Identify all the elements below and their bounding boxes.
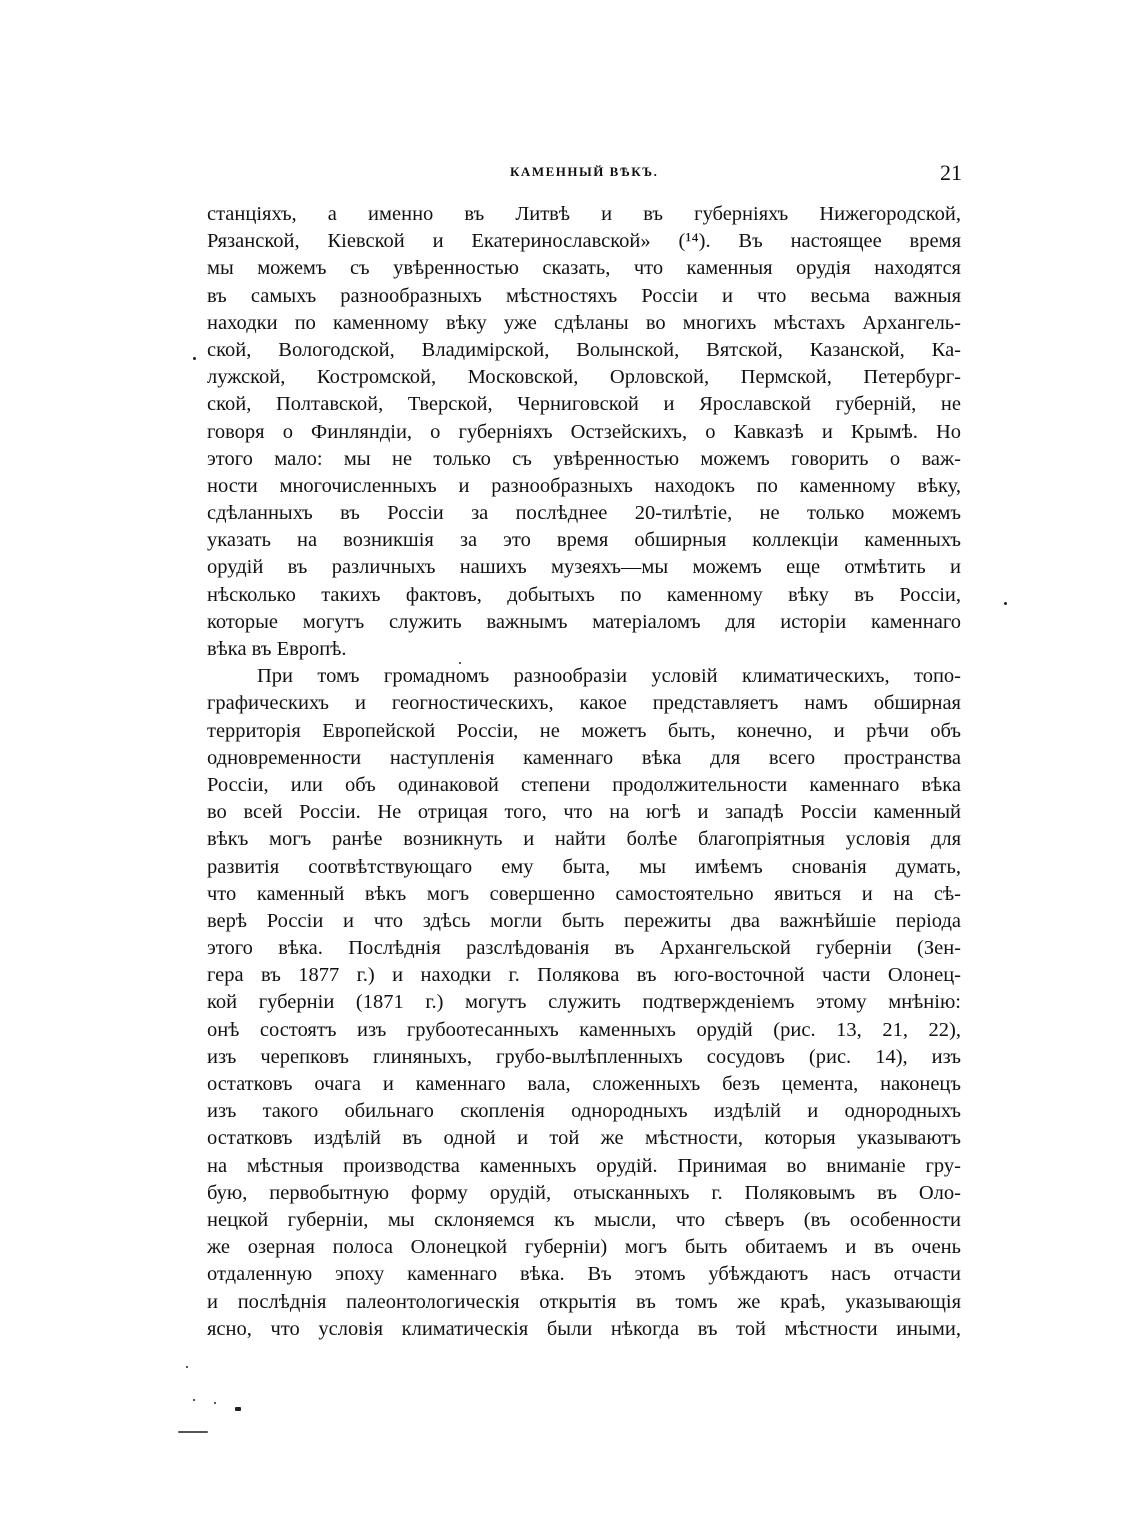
page-number: 21 xyxy=(940,160,962,185)
text-line: изъ черепковъ глиняныхъ, грубо-вылѣпленныхъ сосудовъ (рис. 14), изъ xyxy=(207,1045,961,1068)
scan-speck xyxy=(186,1366,188,1368)
text-line: ясно, что условія климатическія были нѣкогда въ той мѣстности иными, xyxy=(207,1317,961,1340)
text-line: сдѣланныхъ въ Россіи за послѣднее 20-тилѣтіе, не только можемъ xyxy=(207,502,961,525)
scan-speck xyxy=(214,1402,216,1404)
text-line: территорія Европейской Россіи, не можетъ быть, конечно, и рѣчи объ xyxy=(207,719,961,742)
text-line: одновременности наступленія каменнаго вѣка для всего пространства xyxy=(207,746,961,769)
text-line: мы можемъ съ увѣренностью сказать, что каменныя орудія находятся xyxy=(207,257,961,280)
text-line: верѣ Россіи и что здѣсь могли быть пережиты два важнѣйшіе періода xyxy=(207,909,961,932)
text-line: нѣсколько такихъ фактовъ, добытыхъ по каменному вѣку въ Россіи, xyxy=(207,583,961,606)
text-line: станціяхъ, а именно въ Литвѣ и въ губерніяхъ Нижегородской, xyxy=(207,203,961,225)
text-line: бую, первобытную форму орудій, отысканныхъ г. Поляковымъ въ Оло- xyxy=(207,1181,961,1204)
scan-speck xyxy=(178,1431,208,1433)
text-line: ности многочисленныхъ и разнообразныхъ находокъ по каменному вѣку, xyxy=(207,474,961,497)
text-line: во всей Россіи. Не отрицая того, что на югѣ и западѣ Россіи каменный xyxy=(207,801,961,824)
text-line: и послѣднія палеонтологическія открытія въ томъ же краѣ, указывающія xyxy=(207,1290,961,1313)
running-title: КАМЕННЫЙ ВѢКЪ. xyxy=(510,164,659,179)
text-line: изъ такого обильнаго скопленія однородныхъ издѣлій и однородныхъ xyxy=(207,1100,961,1123)
scan-speck xyxy=(459,662,461,664)
body-text xyxy=(207,201,961,1343)
text-line: этого мало: мы не только съ увѣренностью можемъ говорить о важ- xyxy=(207,447,961,470)
scan-speck xyxy=(1004,602,1007,605)
text-line: указать на возникшія за это время обширныя коллекціи каменныхъ xyxy=(207,529,961,552)
scan-speck xyxy=(193,357,196,360)
text-line: отдаленную эпоху каменнаго вѣка. Въ этомъ убѣждаютъ насъ отчасти xyxy=(207,1263,961,1286)
text-line: находки по каменному вѣку уже сдѣланы во многихъ мѣстахъ Архангель- xyxy=(207,311,961,334)
text-line: остатковъ издѣлій въ одной и той же мѣстности, которыя указываютъ xyxy=(207,1127,961,1150)
text-line: гера въ 1877 г.) и находки г. Полякова въ юго-восточной части Олонец- xyxy=(207,964,961,987)
scan-speck xyxy=(235,1407,241,1411)
text-line: При томъ громадномъ разнообразіи условій климатическихъ, топо- xyxy=(257,665,961,688)
text-line: говоря о Финляндіи, о губерніяхъ Остзейскихъ, о Кавказѣ и Крымѣ. Но xyxy=(207,420,961,443)
text-line: вѣка въ Европѣ. xyxy=(207,638,347,660)
text-line: же озерная полоса Олонецкой губерніи) могъ быть обитаемъ и въ очень xyxy=(207,1236,961,1259)
text-line: орудій въ различныхъ нашихъ музеяхъ—мы можемъ еще отмѣтить и xyxy=(207,556,961,579)
text-line: которые могутъ служить важнымъ матеріаломъ для исторіи каменнаго xyxy=(207,610,961,633)
text-line: лужской, Костромской, Московской, Орловской, Пермской, Петербург- xyxy=(207,366,961,389)
text-line: на мѣстныя производства каменныхъ орудій. Принимая во вниманіе гру- xyxy=(207,1154,961,1177)
text-line: нецкой губерніи, мы склоняемся къ мысли, что сѣверъ (въ особенности xyxy=(207,1208,961,1231)
text-line: что каменный вѣкъ могъ совершенно самостоятельно явиться и на сѣ- xyxy=(207,882,961,905)
text-line: Россіи, или объ одинаковой степени продолжительности каменнаго вѣка xyxy=(207,773,961,796)
scan-speck xyxy=(193,1399,195,1401)
text-line: въ самыхъ разнообразныхъ мѣстностяхъ Россіи и что весьма важныя xyxy=(207,284,961,307)
text-line: онѣ состоятъ изъ грубоотесанныхъ каменныхъ орудій (рис. 13, 21, 22), xyxy=(207,1018,961,1041)
text-line: Рязанской, Кіевской и Екатеринославской» (¹⁴). Въ настоящее время xyxy=(207,230,961,253)
text-line: ской, Полтавской, Тверской, Черниговской и Ярославской губерній, не xyxy=(207,393,961,416)
text-line: графическихъ и геогностическихъ, какое представляетъ намъ обширная xyxy=(207,692,961,715)
text-line: кой губерніи (1871 г.) могутъ служить подтвержденіемъ этому мнѣнію: xyxy=(207,991,961,1014)
text-line: ской, Вологодской, Владимірской, Волынской, Вятской, Казанской, Ка- xyxy=(207,338,961,361)
text-line: развитія соотвѣтствующаго ему быта, мы имѣемъ снованія думать, xyxy=(207,855,961,878)
text-line: вѣкъ могъ ранѣе возникнуть и найти болѣе благопріятныя условія для xyxy=(207,828,961,851)
text-line: остатковъ очага и каменнаго вала, сложенныхъ безъ цемента, наконецъ xyxy=(207,1073,961,1095)
running-head xyxy=(205,160,962,190)
text-line: этого вѣка. Послѣднія разслѣдованія въ Архангельской губерніи (Зен- xyxy=(207,937,961,960)
